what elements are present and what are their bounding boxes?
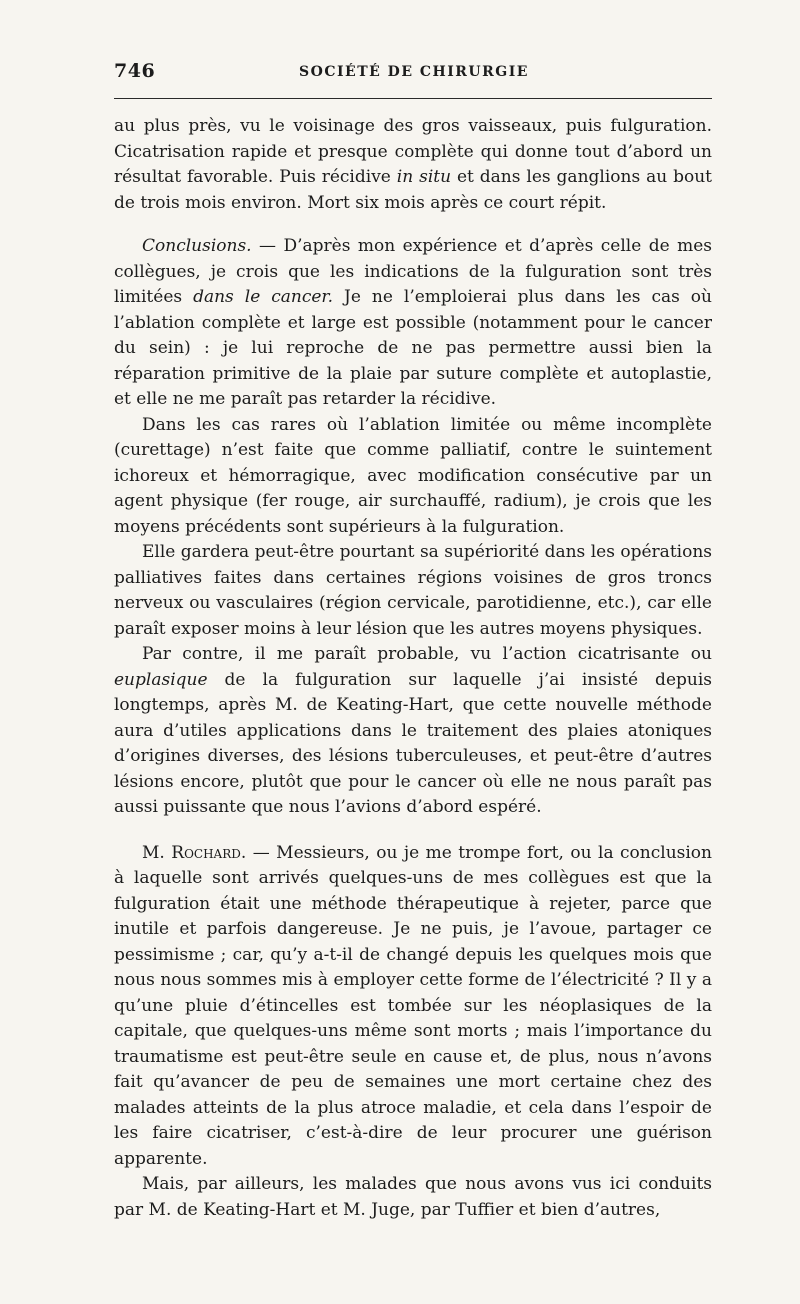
paragraph-rare-cases [114,413,712,541]
italic-phrase: Conclusions. [142,236,252,256]
paragraph-rochard [114,841,712,1173]
text-run: de la fulguration sur laquelle j’ai insisté depuis longtemps, après M. de Keating-Hart, que cette nouvelle méthode aura d’utiles applications dans le traitement des plaies atoniques d’origines diverses, des lésions tuberculeuses, et peut-être d’autres lésions encore, plutôt que pour le cancer où elle ne nous paraît pas aussi puissante que nous l’avions d’abord espéré. [114,669,712,817]
italic-phrase: euplasique [114,669,208,690]
speaker-name: Rochard [171,842,241,863]
body-text [114,114,712,1223]
page-header [114,60,714,90]
text-run: Par contre, il me paraît probable, vu l’action cicatrisante ou [142,644,712,664]
text-run: Mais, par ailleurs, les malades que nous avons vus ici conduits par M. de Keating-Hart et M. Juge, par Tuffier et bien d’autres, [114,1174,712,1220]
text-run: Je ne l’emploierai plus dans les cas où l’ablation complète et large est possible (notamment pour le cancer du sein) : je lui reproche de ne pas permettre aussi bien la réparation primitive de la plaie par suture complète et autoplastie, et elle ne me paraît pas retarder la récidive. [114,287,712,409]
text-run: Elle gardera peut-être pourtant sa supériorité dans les opérations palliatives faites dans certaines régions voisines de gros troncs nerveux ou vasculaires (région cervicale, parotidienne, etc.), car elle paraît exposer moins à leur lésion que les autres moyens physiques. [114,542,712,639]
text-run: au plus près, vu le voisinage des gros vaisseaux, puis fulguration. Cicatrisation rapide et presque complète qui donne tout d’abord un résultat favorable. Puis récidive [114,116,712,187]
page-number: 746 [114,60,156,82]
paragraph-conclusions [114,234,712,413]
header-rule [114,98,712,99]
text-run: Dans les cas rares où l’ablation limitée ou même incomplète (curettage) n’est faite que comme palliatif, contre le suintement ichoreux et hémorragique, avec modification consécutive par un agent physique (fer rouge, air surchauffé, radium), je crois que les moyens précédents sont supérieurs à la fulguration. [114,414,712,537]
paragraph-euplasique [114,642,712,821]
text-run: et dans les ganglions au bout de trois mois environ. Mort six mois après ce court répit. [114,167,713,213]
text-run: M. [142,842,172,863]
running-title: SOCIÉTÉ DE CHIRURGIE [299,64,529,80]
italic-phrase: in situ [396,167,452,187]
paragraph-case-note [114,114,712,216]
paragraph-continuation [114,1172,712,1223]
text-run: . — Messieurs, ou je me trompe fort, ou la conclusion à laquelle sont arrivés quelques-uns de mes collègues est que la fulguration était une méthode thérapeutique à rejeter, parce que inutile et parfois dangereuse. Je ne puis, je l’avoue, partager ce pessimisme ; car, qu’y a-t-il de changé depuis les quelques mois que nous nous sommes mis à employer cette forme de l’électricité ? Il y a qu’une pluie d’étincelles est tombée sur les néoplasiques de la capitale, que quelques-uns même sont morts ; mais l’importance du traumatisme est peut-être seule en cause et, de plus, nous n’avons fait qu’avancer de peu de semaines une mort certaine chez des malades atteints de la plus atroce maladie, et cela dans l’espoir de les faire cicatriser, c’est-à-dire de leur procurer une guérison apparente. [114,842,712,1169]
text-run: — D’après mon expérience et d’après celle de mes collègues, je crois que les indications de la fulguration sont très limitées [114,236,712,307]
italic-phrase: dans le cancer. [193,287,334,307]
paragraph-palliative [114,540,712,642]
